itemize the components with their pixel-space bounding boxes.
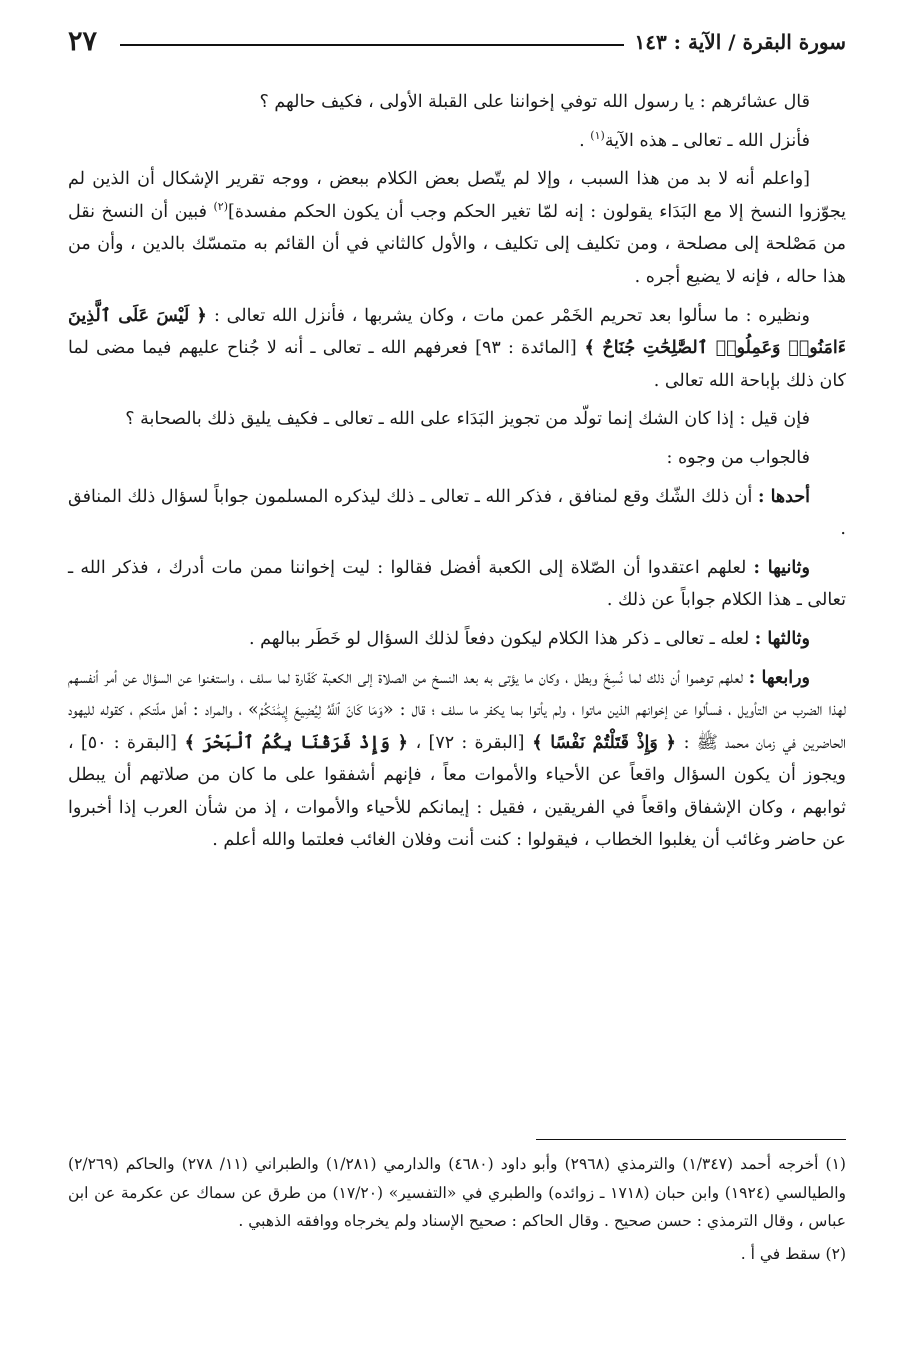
paragraph-10: ورابعها : لعلهم توهموا أن ذلك لما نُسِخَ وبطل ، وكان ما يؤتى به بعد النسخ من الصلاة إلى الكعبة كَفّارة لما سلف ، واستغنوا عن السؤال عن أمر أنفسهم لهذا الضرب من التأويل ، فسألوا عن إخوانهم الذين ماتوا ، ولم يأتوا بما يكفر ما سلف ؛ قال : «وَمَا كَانَ ٱللَّهُ لِيُضِيعَ إِيمَٰنَكُمْ» ، والمراد : أهل ملّتكم ، كقوله لليهود الحاضرين في زمان محمد ﷺ : ﴿ وَإِذْ قَتَلْتُمْ نَفْسًا ﴾ [البقرة : ٧٢] ، ﴿ وَإِذْ فَرَقْنَا بِكُمُ ٱلْبَحْرَ ﴾ [البقرة : ٥٠] ، ويجوز أن يكون السؤال واقعاً عن الأحياء والأموات معاً ، فإنهم أشفقوا على ما كان من صلاتهم أن يبطل ثوابهم ، وكان الإشفاق واقعاً في الفريقين ، فقيل : إيمانكم للأحياء والأموات ، إذ من شأن العرب إذا أخبروا عن حاضر وغائب أن يغلبوا الخطاب ، فيقولوا : كنت أنت وفلان الغائب فعلتما والله أعلم . [68,667,846,851]
paragraph-9: وثالثها : لعله ـ تعالى ـ ذكر هذا الكلام ليكون دفعاً لذلك السؤال لو خَطَر ببالهم . [248,628,810,649]
running-header [68,24,846,68]
paragraph-5: فإن قيل : إذا كان الشك إنما تولّد من تجويز البَدَاء على الله ـ تعالى ـ فكيف يليق ذلك بالصحابة ؟ [125,409,810,430]
footnote-2: (٢) سقط في أ . [740,1244,846,1263]
paragraph-4: ونظيره : ما سألوا بعد تحريم الخَمْر عمن مات ، وكان يشربها ، فأنزل الله تعالى : ﴿ لَيْسَ عَلَى ٱلَّذِينَ ءَامَنُوا۟ وَعَمِلُوا۟ ٱلصَّٰلِحَٰتِ جُنَاحٌ ﴾ [المائدة : ٩٣] فعرفهم الله ـ تعالى ـ أنه لا جُناح عليهم فيما مضى لما كان ذلك بإباحة الله تعالى . [68,305,846,391]
footnote-1: (١) أخرجه أحمد (١/٣٤٧) والترمذي (٢٩٦٨) وأبو داود (٤٦٨٠) والدارمي (١/٢٨١) والطبراني (١١/ ٢٧٨) والحاكم (٢/٢٦٩) والطيالسي (١٩٢٤) وابن حبان (١٧١٨ ـ زوائده) والطبري في «التفسير» (١٧/٢٠) من طرق عن سماك عن عكرمة عن ابن عباس ، وقال الترمذي : حسن صحيح . وقال الحاكم : صحيح الإسناد ولم يخرجاه ووافقه الذهبي . [68,1155,846,1230]
running-title: سورة البقرة / الآية : ١٤٣ [634,30,846,54]
point-label: وثالثها : [754,628,810,649]
header-rule [120,44,624,46]
footnote-ref-1[interactable]: (١) [590,128,605,142]
paragraph-8: وثانيها : لعلهم اعتقدوا أن الصّلاة إلى الكعبة أفضل فقالوا : ليت إخواننا ممن مات أدرك ، فذكر الله ـ تعالى ـ هذا الكلام جواباً عن ذلك . [68,557,846,611]
point-label: وثانيها : [753,557,810,578]
book-page [68,24,846,1354]
paragraph-2: فأنزل الله ـ تعالى ـ هذه الآية$^{(١)}$ . [579,128,810,151]
quran-verse: ﴿ لَيْسَ عَلَى ٱلَّذِينَ ءَامَنُوا۟ وَعَمِلُوا۟ ٱلصَّٰلِحَٰتِ جُنَاحٌ ﴾ [68,305,846,359]
footnote-ref-2[interactable]: (٢) [213,199,228,213]
point-label: أحدها : [758,486,811,507]
point-label: ورابعها : [748,667,811,688]
footnote-separator [536,1139,846,1140]
paragraph-6: فالجواب من وجوه : [666,447,810,468]
paragraph-1: قال عشائرهم : يا رسول الله توفي إخواننا على القبلة الأولى ، فكيف حالهم ؟ [259,92,810,112]
main-text [68,86,846,863]
page-number: ٢٧ [68,26,98,57]
quran-verse: ﴿ وَإِذْ قَتَلْتُمْ نَفْسًا ﴾ [524,732,684,753]
paragraph-7: أحدها : أن ذلك الشّك وقع لمنافق ، فذكر الله ـ تعالى ـ ذلك ليذكره المسلمون جواباً لسؤال ذلك المنافق . [68,486,846,540]
paragraph-3: [واعلم أنه لا بد من هذا السبب ، وإلا لم يتّصل بعض الكلام ببعض ، ووجه تقرير الإشكال أن الذين لم يجوّزوا النسخ إلا مع البَدَاء يقولون : إنه لمّا تغير الحكم وجب أن يكون الحكم مفسدة]$^{(٢)}$ فبين أن النسخ نقل من مَصْلحة إلى مصلحة ، ومن تكليف إلى تكليف ، والأول كالثاني في أن القائم به متمسّك بالدين ، وأن من هذا حاله ، فإنه لا يضيع أجره . [68,169,846,287]
footnotes [68,1150,846,1272]
quran-verse: ﴿ وَإِذْ فَرَقْنَا بِكُمُ ٱلْبَحْرَ ﴾ [176,732,416,753]
